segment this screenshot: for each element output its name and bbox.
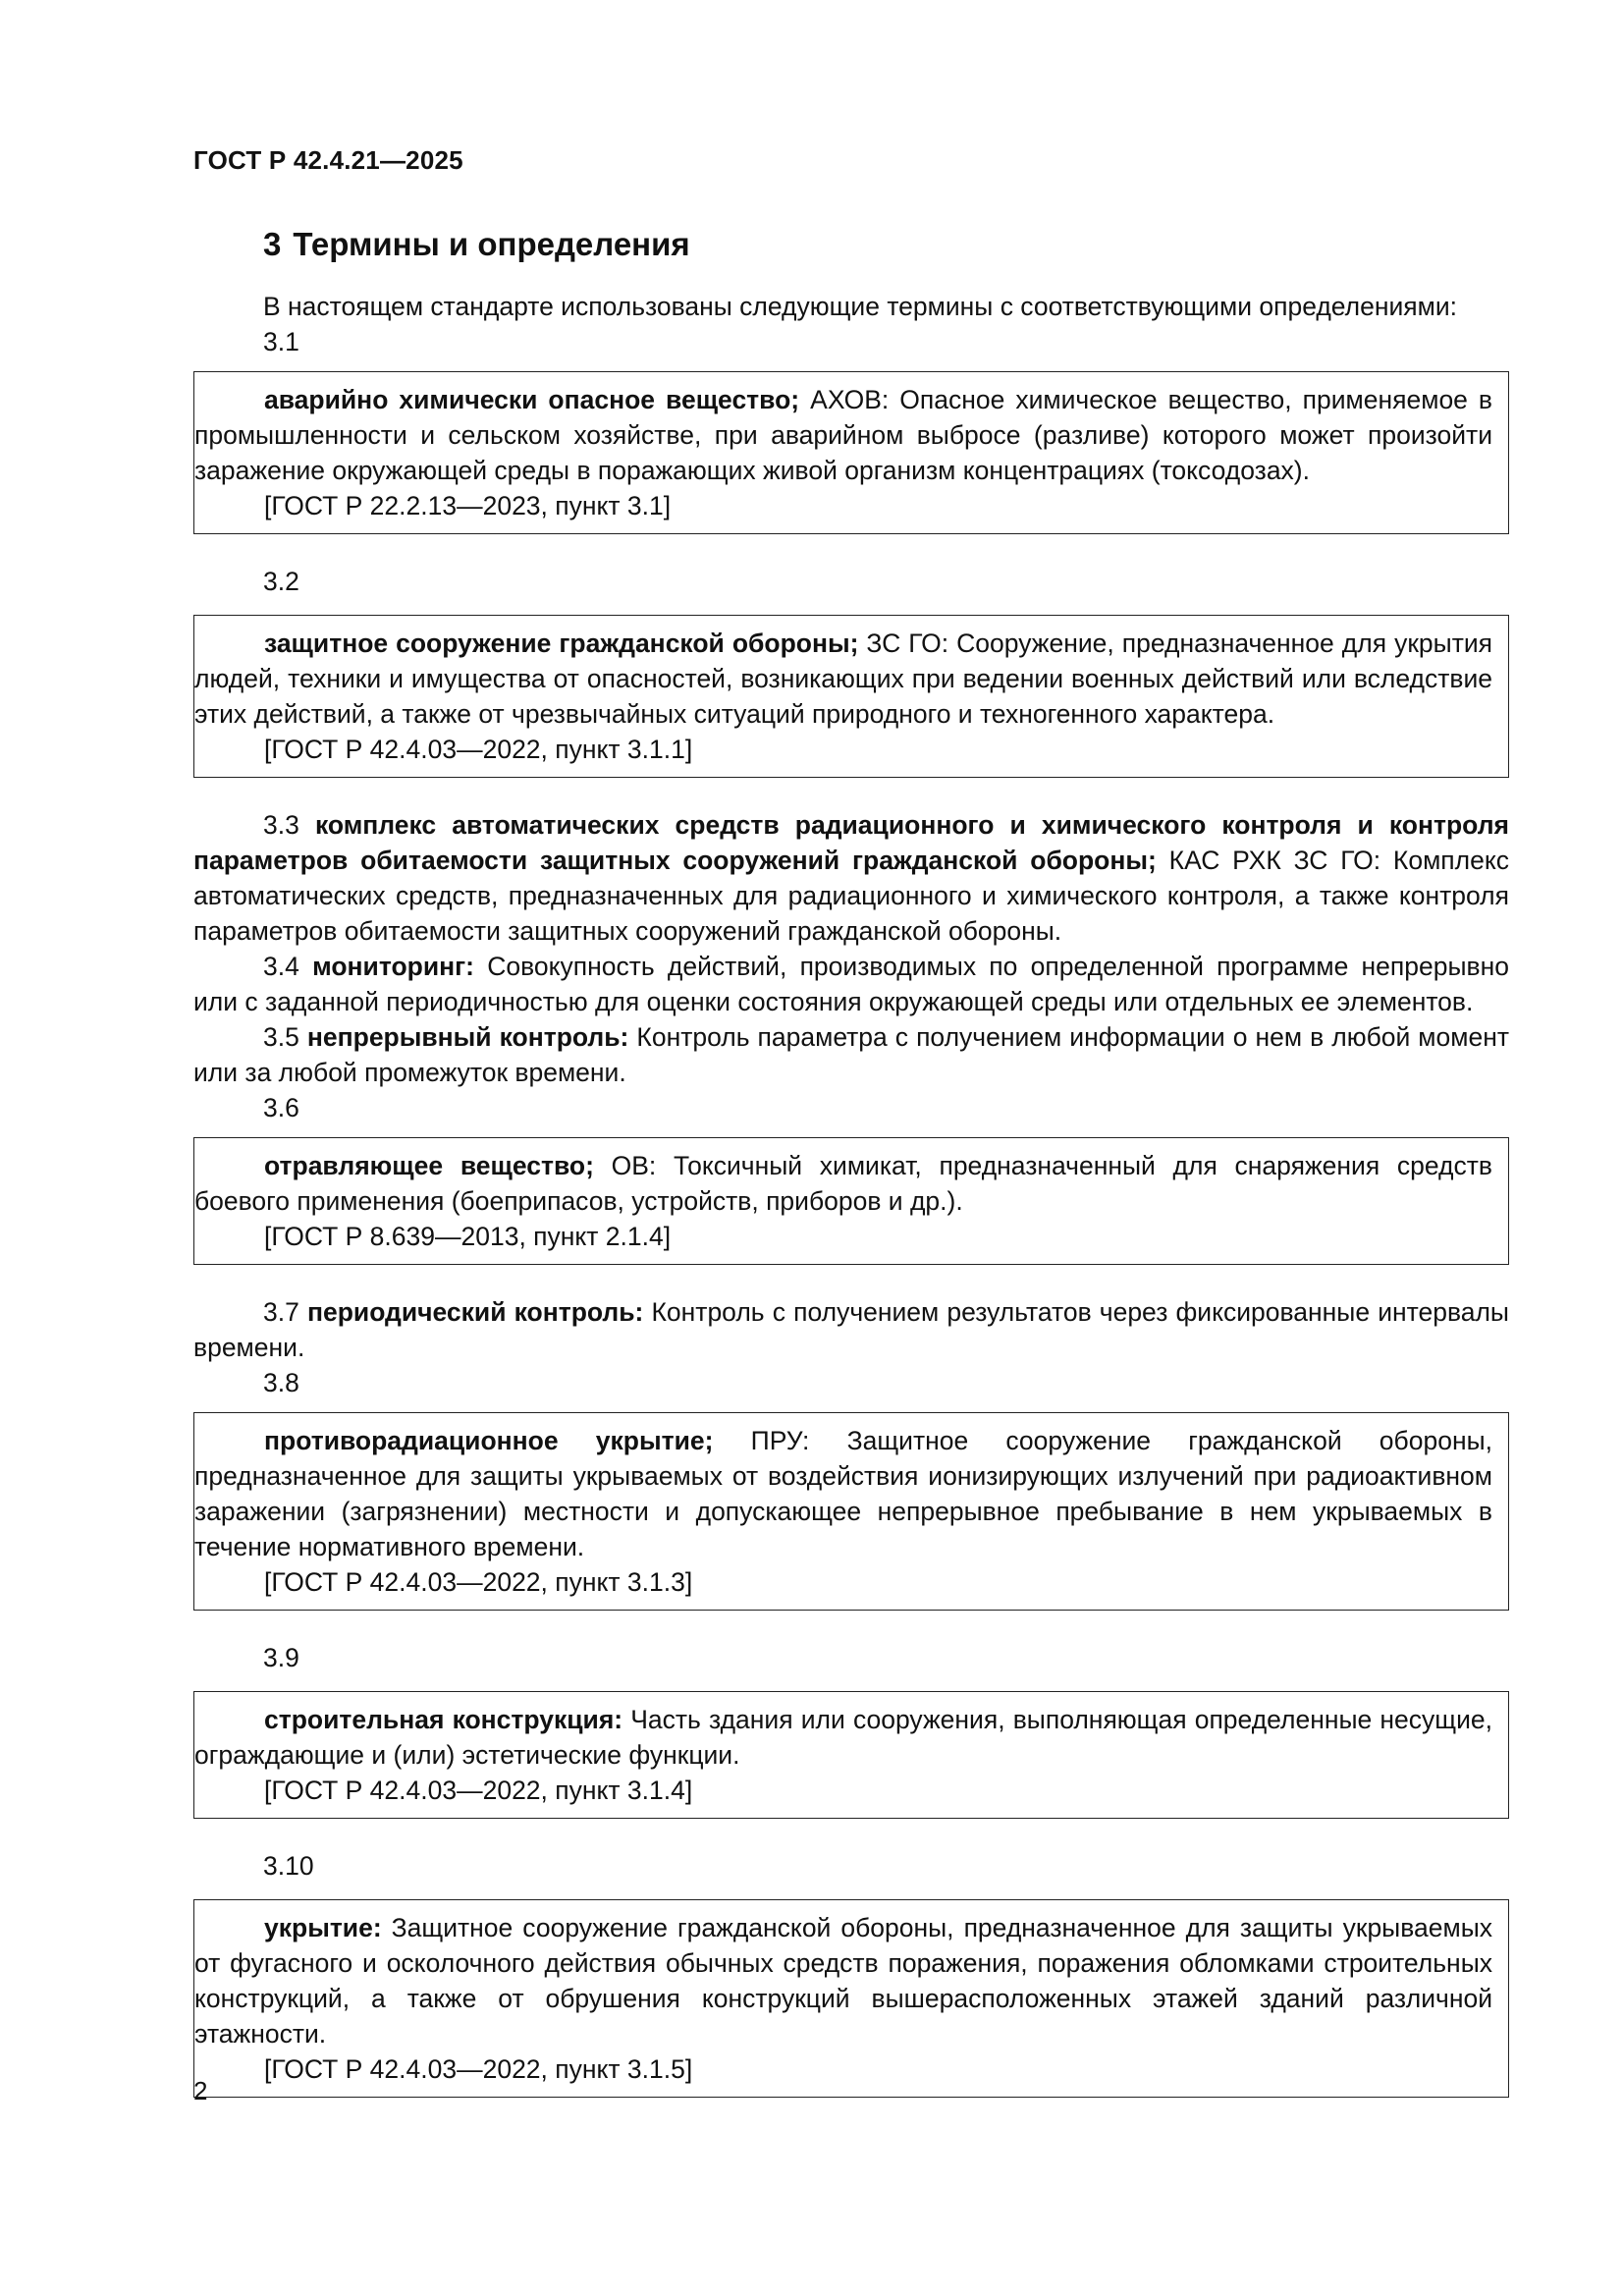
term-name-3-4: мониторинг: [312, 952, 474, 981]
term-box-3-6 [193, 1137, 1509, 1265]
section-heading [263, 226, 1509, 263]
term-text-3-2: ЗС ГО: Сооружение, предназначенное для укрытия людей, техники и имущества от опасностей, возникающих при ведении военных действий или вследствие этих действий, а также от чрезвычайных ситуаций природного и техногенного характера. [194, 629, 1492, 729]
section-number: 3 [263, 226, 282, 262]
term-box-3-8 [193, 1412, 1509, 1611]
section-content [193, 226, 1509, 2113]
term-name-3-7: периодический контроль: [306, 1297, 644, 1327]
term-text-3-4: Совокупность действий, производимых по определенной программе непрерывно или с заданной периодичностью для оценки состояния окружающей среды или отдельных ее элементов. [193, 952, 1509, 1016]
term-number-3-4: 3.4 [263, 952, 299, 981]
term-name-3-3: комплекс автоматических средств радиационного и химического контроля и контроля параметров обитаемости защитных сооружений гражданской обороны; [193, 810, 1509, 875]
section-intro: В настоящем стандарте использованы следующие термины с соответствующими определениями: [263, 292, 1458, 321]
term-number-3-10: 3.10 [263, 1851, 314, 1881]
term-definition-3-5 [193, 1019, 1509, 1090]
term-definition-3-3 [193, 807, 1509, 949]
term-text-3-5: Контроль параметра с получением информации о нем в любой момент или за любой промежуток времени. [193, 1022, 1509, 1087]
term-definition-3-2 [194, 626, 1492, 732]
term-box-3-2 [193, 615, 1509, 778]
term-reference-3-6: [ГОСТ Р 8.639—2013, пункт 2.1.4] [264, 1222, 672, 1251]
term-definition-3-4 [193, 949, 1509, 1019]
term-definition-3-8 [194, 1423, 1492, 1564]
term-name-3-10: укрытие: [264, 1913, 382, 1942]
term-reference-3-1: [ГОСТ Р 22.2.13—2023, пункт 3.1] [264, 491, 672, 520]
term-text-3-7: Контроль с получением результатов через фиксированные интервалы времени. [193, 1297, 1509, 1362]
term-name-3-1: аварийно химически опасное вещество; [264, 385, 800, 414]
term-definition-3-10 [194, 1910, 1492, 2051]
term-definition-3-6 [194, 1148, 1492, 1219]
term-text-3-3: КАС РХК ЗС ГО: Комплекс автоматических средств, предназначенных для радиационного и химического контроля, а также контроля параметров обитаемости защитных сооружений гражданской обороны. [193, 846, 1509, 946]
term-number-3-3: 3.3 [263, 810, 299, 840]
term-text-3-10: Защитное сооружение гражданской обороны, предназначенное для защиты укрываемых от фугасного и осколочного действия обычных средств поражения, поражения обломками строительных конструкций, а также от обрушения конструкций вышерасположенных этажей зданий различной этажности. [194, 1913, 1492, 2049]
term-name-3-5: непрерывный контроль: [306, 1022, 629, 1052]
term-text-3-6: ОВ: Токсичный химикат, предназначенный для снаряжения средств боевого применения (боеприпасов, устройств, приборов и др.). [194, 1151, 1492, 1216]
page-number: 2 [193, 2076, 208, 2105]
term-number-3-1: 3.1 [263, 327, 299, 356]
term-box-3-9 [193, 1691, 1509, 1819]
term-number-3-9: 3.9 [263, 1643, 299, 1672]
term-reference-3-9: [ГОСТ Р 42.4.03—2022, пункт 3.1.4] [264, 1776, 693, 1805]
term-reference-3-10: [ГОСТ Р 42.4.03—2022, пункт 3.1.5] [264, 2054, 693, 2084]
term-reference-3-8: [ГОСТ Р 42.4.03—2022, пункт 3.1.3] [264, 1567, 693, 1597]
term-name-3-9: строительная конструкция: [264, 1705, 623, 1734]
term-definition-3-9 [194, 1702, 1492, 1773]
term-text-3-8: ПРУ: Защитное сооружение гражданской обороны, предназначенное для защиты укрываемых от воздействия ионизирующих излучений при радиоактивном заражении (загрязнении) местности и допускающее непрерывное пребывание в нем укрываемых в течение нормативного времени. [194, 1426, 1492, 1561]
term-text-3-1: АХОВ: Опасное химическое вещество, применяемое в промышленности и сельском хозяйстве, при аварийном выбросе (разливе) которого может произойти заражение окружающей среды в поражающих живой организм концентрациях (токсодозах). [194, 385, 1493, 485]
term-name-3-8: противорадиационное укрытие; [264, 1426, 714, 1455]
term-box-3-10 [193, 1899, 1509, 2098]
section-title: Термины и определения [293, 226, 690, 262]
term-text-3-9: Часть здания или сооружения, выполняющая определенные несущие, ограждающие и (или) эстетические функции. [194, 1705, 1492, 1770]
term-name-3-6: отравляющее вещество; [264, 1151, 594, 1180]
term-number-3-6: 3.6 [263, 1093, 299, 1122]
term-number-3-5: 3.5 [263, 1022, 299, 1052]
term-number-3-2: 3.2 [263, 567, 299, 596]
term-box-3-1 [193, 371, 1509, 534]
term-reference-3-2: [ГОСТ Р 42.4.03—2022, пункт 3.1.1] [264, 735, 693, 764]
term-definition-3-7 [193, 1294, 1509, 1365]
document-code-header: ГОСТ Р 42.4.21—2025 [193, 145, 463, 175]
term-number-3-8: 3.8 [263, 1368, 299, 1397]
term-definition-3-1 [194, 382, 1492, 488]
term-number-3-7: 3.7 [263, 1297, 299, 1327]
term-name-3-2: защитное сооружение гражданской обороны; [264, 629, 859, 658]
